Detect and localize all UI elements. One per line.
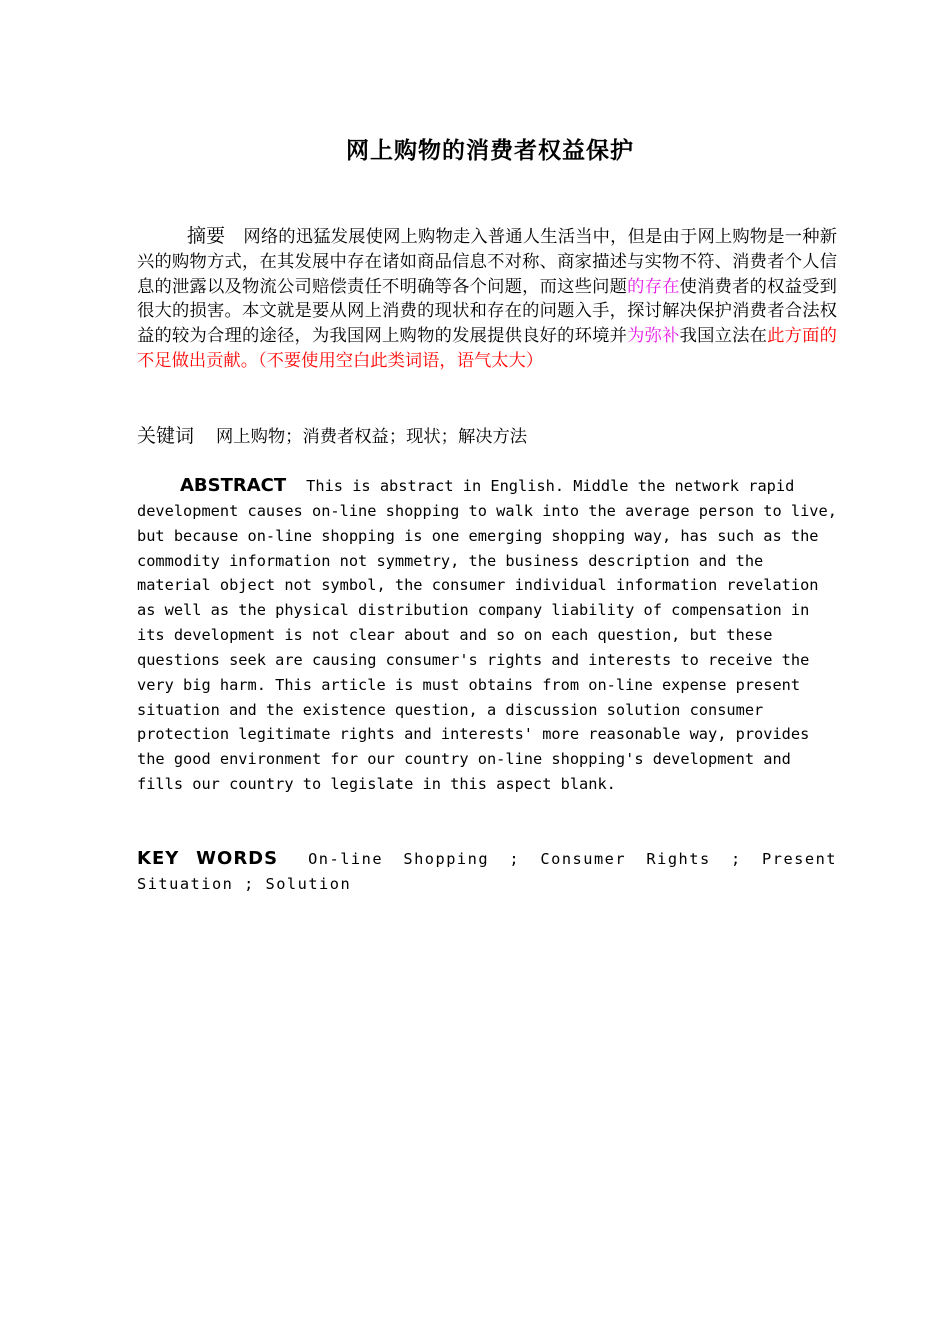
chinese-abstract-label: 摘要 xyxy=(187,225,226,247)
chinese-abstract-text-2: 使消费者的权益受到很大的损害。本文就是要从网上消费的现状和存在的问题入手，探讨解决保护消费者合法权益的较为合理的途径，为我国网上购物的发展提供良好的环境并 xyxy=(137,276,837,347)
english-keywords-label: KEY WORDS xyxy=(137,848,279,869)
page-title: 网上购物的消费者权益保护 xyxy=(346,138,634,164)
highlight-pink-1: 的存在 xyxy=(627,276,680,297)
english-abstract-text: This is abstract in English. Middle the network rapid development causes on-line shopping to walk into the average person to live, but because on-line shopping is one emerging shopping way, has such as the commodity information not symmetry, the business description and the material object not symbol, the consumer individual information revelation as well as the physical distribution company liability of compensation in its development is not clear about and so on each question, but these questions seek are causing consumer's rights and interests to receive the very big harm. This article is must obtains from on-line expense present situation and the existence question, a discussion solution consumer protection legitimate rights and interests' more reasonable way, provides the good environment for our country on-line shopping's development and fills our country to legislate in this aspect blank. xyxy=(137,477,837,794)
english-keywords-text: On-line Shopping ; Consumer Rights ; Present Situation ; Solution xyxy=(137,850,838,893)
chinese-abstract xyxy=(137,224,837,374)
english-keywords xyxy=(137,847,837,897)
review-comment-red: 此方面的不足做出贡献。（不要使用空白此类词语，语气太大） xyxy=(137,326,837,371)
chinese-keywords-label: 关键词 xyxy=(137,425,195,447)
chinese-keywords-text: 网上购物；消费者权益；现状；解决方法 xyxy=(216,427,528,447)
english-abstract xyxy=(137,474,837,797)
chinese-abstract-text-3: 我国立法在 xyxy=(679,326,768,347)
english-abstract-label: ABSTRACT xyxy=(180,475,287,496)
chinese-keywords xyxy=(137,424,837,449)
chinese-abstract-text-1: 网络的迅猛发展使网上购物走入普通人生活当中，但是由于网上购物是一种新兴的购物方式，在其发展中存在诸如商品信息不对称、商家描述与实物不符、消费者个人信息的泄露以及物流公司赔偿责任不明确等各个问题，而这些问题 xyxy=(137,227,837,297)
highlight-pink-2: 为弥补 xyxy=(627,326,680,347)
